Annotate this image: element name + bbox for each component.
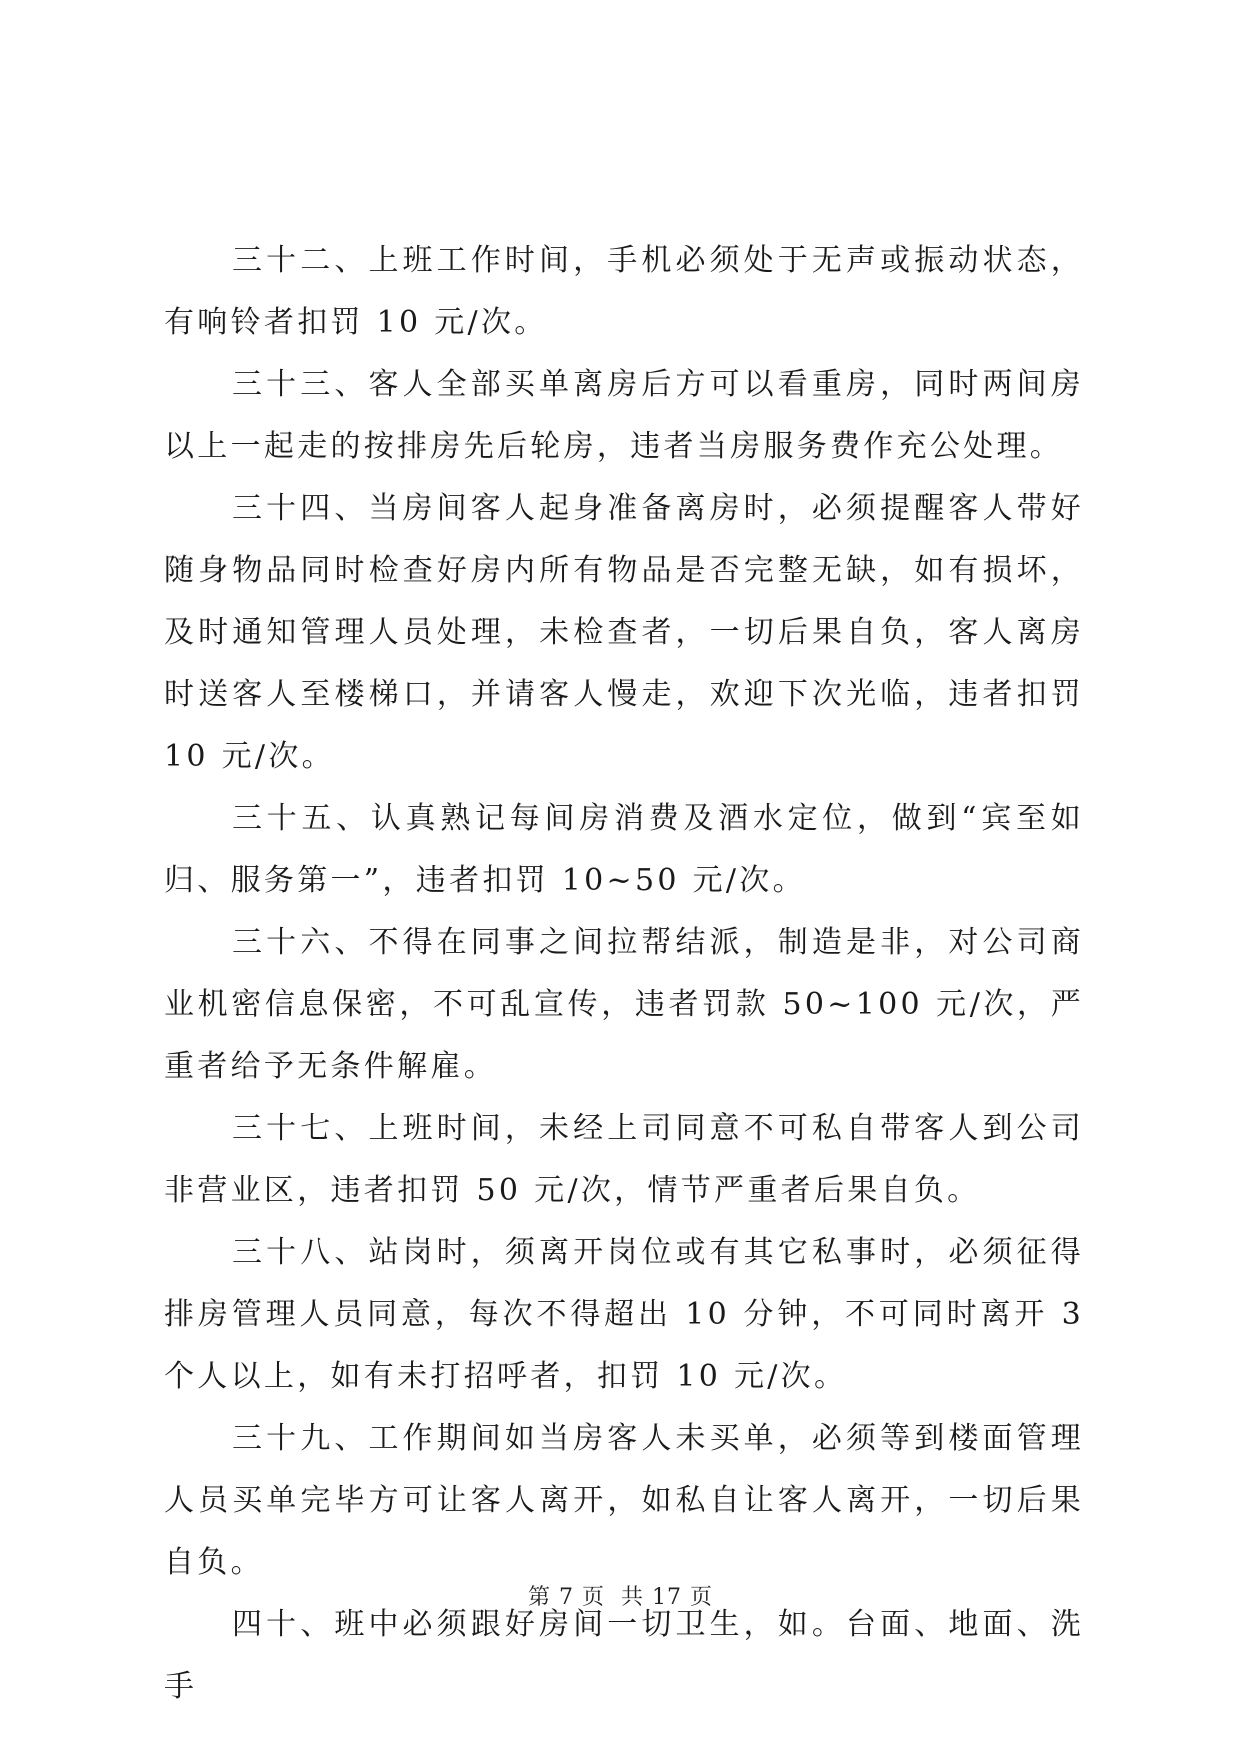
paragraph-rule-36: 三十六、不得在同事之间拉帮结派，制造是非，对公司商业机密信息保密，不可乱宣传，违者罚款 50~100 元/次，严重者给予无条件解雇。 bbox=[164, 925, 1084, 1084]
paragraph-rule-35: 三十五、认真熟记每间房消费及酒水定位，做到“宾至如归、服务第一”，违者扣罚 10~50 元/次。 bbox=[164, 801, 1084, 898]
paragraph-rule-39: 三十九、工作期间如当房客人未买单，必须等到楼面管理人员买单完毕方可让客人离开，如私自让客人离开，一切后果自负。 bbox=[164, 1421, 1084, 1580]
page-number: 第 7 页 bbox=[528, 1585, 605, 1610]
paragraph-rule-33: 三十三、客人全部买单离房后方可以看重房，同时两间房以上一起走的按排房先后轮房，违者当房服务费作充公处理。 bbox=[164, 367, 1084, 464]
page-footer bbox=[0, 1580, 1241, 1611]
paragraph-rule-40: 四十、班中必须跟好房间一切卫生，如。台面、地面、洗手 bbox=[164, 1607, 1084, 1704]
paragraph-rule-32: 三十二、上班工作时间，手机必须处于无声或振动状态，有响铃者扣罚 10 元/次。 bbox=[164, 243, 1084, 340]
paragraph-rule-37: 三十七、上班时间，未经上司同意不可私自带客人到公司非营业区，违者扣罚 50 元/次，情节严重者后果自负。 bbox=[164, 1111, 1084, 1208]
paragraph-rule-38: 三十八、站岗时，须离开岗位或有其它私事时，必须征得排房管理人员同意，每次不得超出 10 分钟，不可同时离开 3 个人以上，如有未打招呼者，扣罚 10 元/次。 bbox=[164, 1235, 1097, 1394]
document-body bbox=[164, 230, 1097, 1718]
page-total: 共 17 页 bbox=[621, 1585, 713, 1610]
paragraph-rule-34: 三十四、当房间客人起身准备离房时，必须提醒客人带好随身物品同时检查好房内所有物品是否完整无缺，如有损坏，及时通知管理人员处理，未检查者，一切后果自负，客人离房时送客人至楼梯口，并请客人慢走，欢迎下次光临，违者扣罚 10 元/次。 bbox=[164, 491, 1097, 774]
